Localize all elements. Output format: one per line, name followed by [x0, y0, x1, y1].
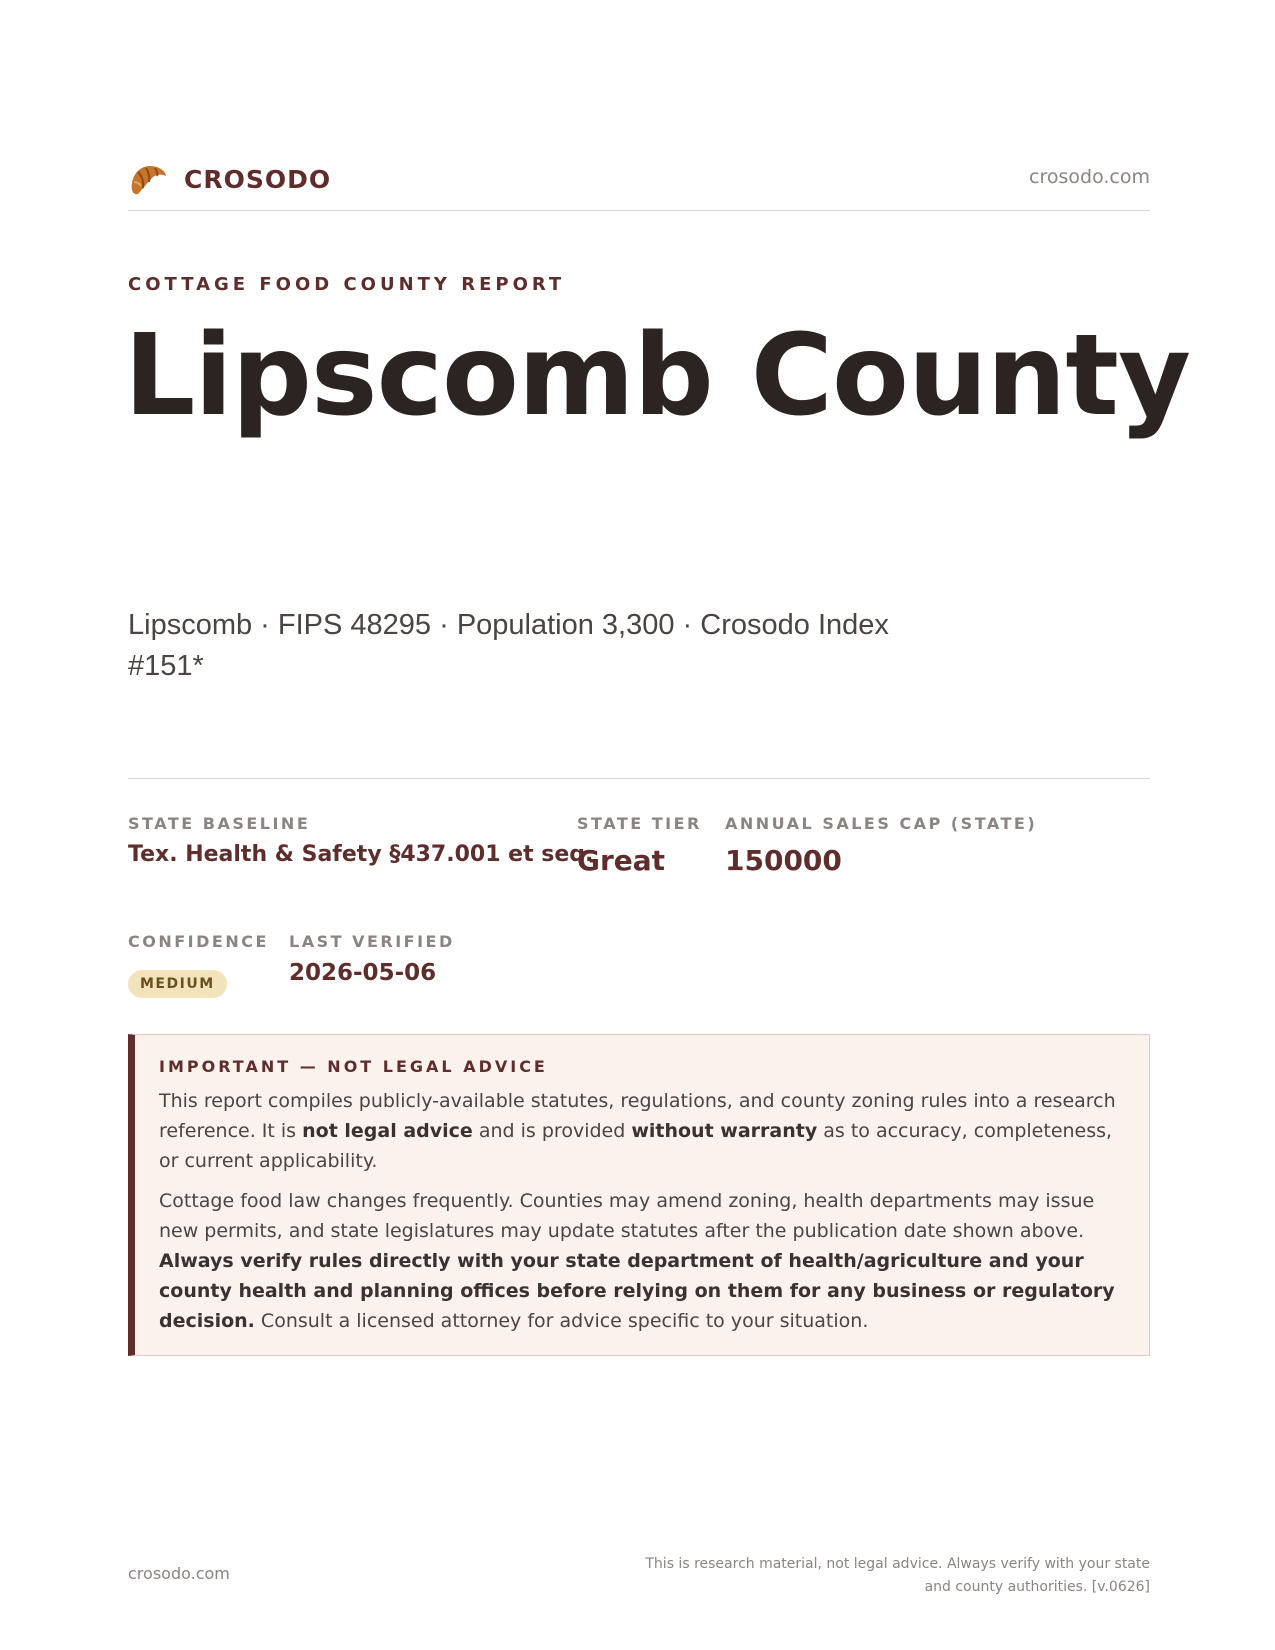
- notice-text: This report compiles publicly-available statutes, regulations, and county zoning rules into a research reference. It is: [159, 1090, 1116, 1142]
- confidence-badge: MEDIUM: [128, 970, 227, 998]
- notice-text: and is provided: [472, 1120, 632, 1142]
- brand[interactable]: [128, 160, 331, 198]
- notice-paragraph-2: [159, 1186, 1123, 1336]
- notice-heading: IMPORTANT — NOT LEGAL ADVICE: [159, 1057, 548, 1076]
- sales-cap-value: 150000: [725, 844, 842, 877]
- notice-text: Consult a licensed attorney for advice specific to your situation.: [254, 1310, 869, 1332]
- section-divider: [128, 778, 1150, 779]
- report-eyebrow: COTTAGE FOOD COUNTY REPORT: [128, 274, 566, 295]
- croissant-icon: [128, 160, 168, 198]
- page-title: Lipscomb County: [124, 311, 1190, 441]
- brand-name: CROSODO: [184, 164, 332, 194]
- footer-disclaimer: This is research material, not legal advice. Always verify with your state and county authorities. [v.0626]: [645, 1556, 1150, 1595]
- site-url-link[interactable]: crosodo.com: [1029, 166, 1150, 188]
- state-baseline-label: STATE BASELINE: [128, 814, 311, 833]
- footer-url[interactable]: crosodo.com: [128, 1564, 230, 1583]
- notice-emphasis: Always verify rules directly with your state department of health/agriculture and your county health and planning offices before relying on them for any business or regulatory decision.: [159, 1250, 1115, 1332]
- confidence-label: CONFIDENCE: [128, 932, 269, 951]
- notice-text: Cottage food law changes frequently. Counties may amend zoning, health departments may issue new permits, and state legislatures may update statutes after the publication date shown above.: [159, 1190, 1095, 1242]
- page-header: [128, 160, 1150, 211]
- state-baseline-value: Tex. Health & Safety §437.001 et seq.: [128, 842, 594, 867]
- notice-emphasis: without warranty: [631, 1120, 818, 1142]
- notice-text: as to accuracy, completeness, or current applicability.: [159, 1120, 1113, 1172]
- report-subtitle: Lipscomb · FIPS 48295 · Population 3,300 · Crosodo Index #151*: [128, 609, 889, 682]
- legal-notice: [128, 1034, 1150, 1356]
- last-verified-value: 2026-05-06: [289, 960, 437, 986]
- report-page: [124, 0, 1190, 1650]
- notice-emphasis: not legal advice: [302, 1120, 473, 1142]
- sales-cap-label: ANNUAL SALES CAP (STATE): [725, 814, 1038, 833]
- state-tier-label: STATE TIER: [577, 814, 702, 833]
- state-tier-value: Great: [577, 844, 666, 877]
- last-verified-label: LAST VERIFIED: [289, 932, 455, 951]
- notice-paragraph-1: [159, 1086, 1123, 1176]
